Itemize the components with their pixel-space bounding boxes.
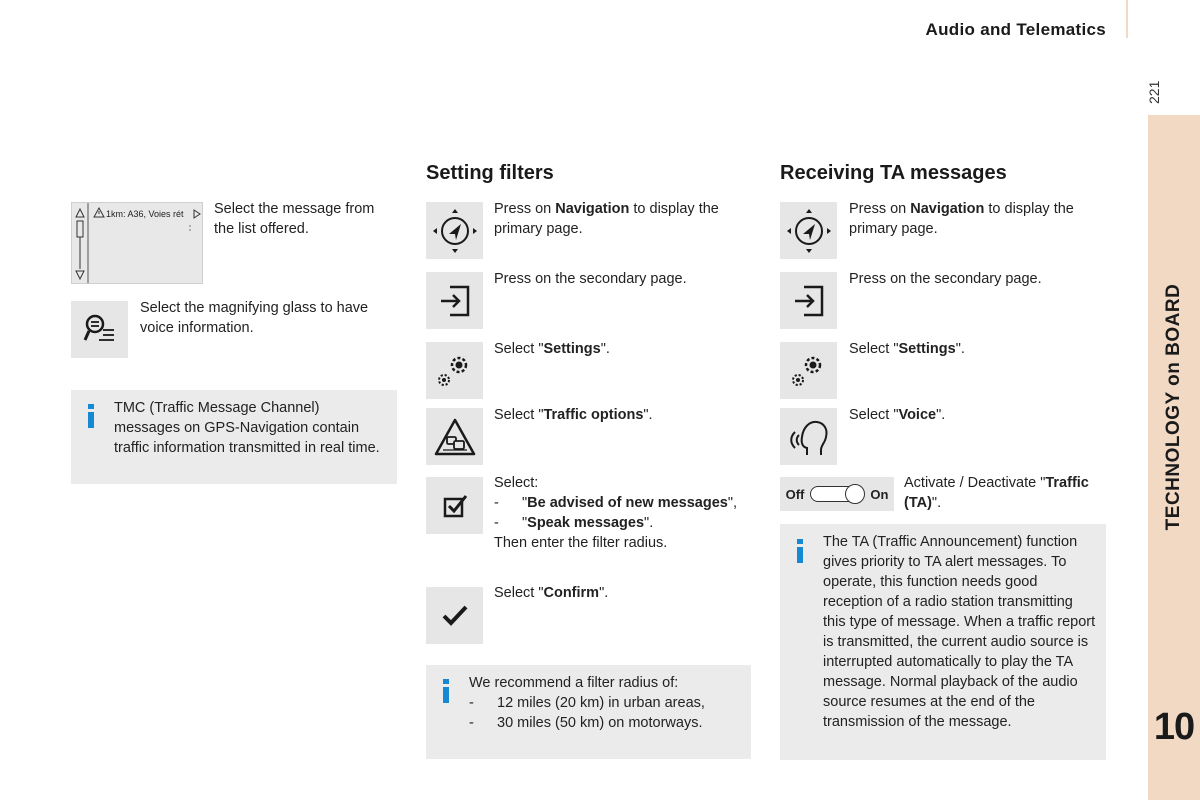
- list-item-text: [522, 493, 737, 513]
- ta-info-text: The TA (Traffic Announcement) function gives priority to TA alert messages. To operate, this function needs good reception of a radio station transmitting this type of message. When a traffic report is transmitted, the current audio source is interrupted automatically to play the TA message. Normal playback of the audio source resumes at the end of the transmission of the message.: [823, 534, 1096, 730]
- traffic-list-screen: [71, 202, 203, 284]
- item-pre: ": [522, 495, 528, 511]
- ta-step-activate: [904, 473, 1109, 513]
- list-item-text: 12 miles (20 km) in urban areas,: [497, 695, 705, 711]
- settings-gears-icon: [787, 349, 831, 393]
- secondary-page-icon: [792, 284, 826, 318]
- list-dash: -: [469, 695, 474, 711]
- filters-step-select-options: [494, 473, 754, 553]
- settings-button[interactable]: [426, 342, 483, 399]
- page-section-title: Audio and Telematics: [925, 20, 1106, 39]
- ta-step-navigation: [849, 199, 1099, 239]
- step-text-post: ".: [600, 341, 610, 357]
- settings-button[interactable]: [780, 342, 837, 399]
- list-dash: -: [494, 515, 499, 531]
- step-text-bold: Navigation: [910, 201, 985, 217]
- traffic-options-button[interactable]: [426, 408, 483, 465]
- chapter-number: 10: [1153, 706, 1195, 748]
- item-post: ",: [727, 495, 738, 511]
- step-text-post: ".: [955, 341, 965, 357]
- select-intro: Select:: [494, 475, 539, 491]
- step-text-post: ".: [599, 585, 609, 601]
- setting-filters-heading: Setting filters: [426, 162, 554, 184]
- item-bold: Be advised of new messages: [527, 495, 728, 511]
- step-text-post: ".: [936, 407, 946, 423]
- tmc-info-text: TMC (Traffic Message Channel) messages on GPS-Navigation contain traffic information transmitted in real time.: [114, 400, 380, 456]
- toggle-on-label: On: [870, 486, 889, 502]
- toggle-knob: [845, 484, 865, 504]
- tmc-info-box: [71, 390, 397, 484]
- step-text-bold: Settings: [898, 341, 956, 357]
- receiving-ta-heading: Receiving TA messages: [780, 162, 1007, 184]
- ta-step-settings: [849, 339, 1099, 359]
- filter-radius-info-text: [469, 673, 744, 733]
- ta-info-box: [780, 524, 1106, 760]
- list-dash: -: [494, 495, 499, 511]
- step-text-post: ".: [643, 407, 653, 423]
- traffic-warning-icon: [433, 417, 477, 457]
- step-text-pre: Select ": [494, 407, 544, 423]
- confirm-button[interactable]: [426, 587, 483, 644]
- checkbox-button[interactable]: [426, 477, 483, 534]
- step-text-bold: Voice: [898, 407, 937, 423]
- step-text-pre: Press on: [494, 201, 556, 217]
- step-text-post: ".: [931, 495, 942, 511]
- secondary-page-button[interactable]: [426, 272, 483, 329]
- step-text-bold: Confirm: [543, 585, 600, 601]
- item-pre: ": [522, 515, 528, 531]
- step-text-pre: Press on: [849, 201, 911, 217]
- step-text-bold: Navigation: [555, 201, 630, 217]
- list-item-text: [522, 513, 653, 533]
- list-dash: -: [469, 715, 474, 731]
- page-number: 221: [1146, 80, 1162, 104]
- list-item: [469, 693, 744, 713]
- ta-step-secondary: Press on the secondary page.: [849, 271, 1042, 287]
- traffic-message-label: 1km: A36, Voies rét: [106, 209, 184, 219]
- ta-toggle[interactable]: [780, 477, 894, 511]
- item-bold: Speak messages: [527, 515, 645, 531]
- navigation-button[interactable]: [426, 202, 483, 259]
- filters-step-secondary: Press on the secondary page.: [494, 271, 687, 287]
- voice-head-icon: [787, 415, 831, 459]
- magnifier-list-icon: [83, 313, 117, 347]
- navigation-compass-icon: [429, 205, 481, 257]
- info-intro: We recommend a filter radius of:: [469, 675, 679, 691]
- secondary-page-icon: [438, 284, 472, 318]
- voice-button[interactable]: [780, 408, 837, 465]
- header-divider: [1126, 0, 1128, 38]
- select-message-text: Select the message from the list offered.: [214, 201, 375, 237]
- step-text-pre: Select ": [849, 341, 899, 357]
- toggle-off-label: Off: [785, 486, 805, 502]
- settings-gears-icon: [433, 349, 477, 393]
- step-text-bold: Traffic (TA): [904, 475, 1089, 511]
- checkbox-icon: [440, 491, 470, 521]
- ta-step-voice: [849, 405, 1099, 425]
- step-text-pre: Select ": [849, 407, 899, 423]
- item-post: ".: [644, 515, 654, 531]
- filters-step-settings: [494, 339, 744, 359]
- list-item: [469, 713, 744, 733]
- list-item: [494, 493, 754, 513]
- step-text-post: to display the primary page.: [494, 201, 719, 237]
- navigation-compass-icon: [783, 205, 835, 257]
- chapter-tab-label: [1148, 115, 1200, 695]
- chapter-label-text: TECHNOLOGY on BOARD: [1163, 283, 1184, 531]
- magnifier-list-button[interactable]: [71, 301, 128, 358]
- magnifier-instruction-text: Select the magnifying glass to have voice information.: [140, 300, 369, 336]
- select-outro: Then enter the filter radius.: [494, 535, 668, 551]
- filters-step-confirm: [494, 583, 744, 603]
- checkmark-icon: [441, 604, 469, 628]
- filter-radius-info-box: [426, 665, 751, 759]
- list-item-text: 30 miles (50 km) on motorways.: [497, 715, 703, 731]
- secondary-page-button[interactable]: [780, 272, 837, 329]
- navigation-button[interactable]: [780, 202, 837, 259]
- filters-step-traffic-options: [494, 405, 744, 425]
- step-text-bold: Traffic options: [543, 407, 644, 423]
- step-text-pre: Activate / Deactivate ": [904, 475, 1046, 491]
- step-text-bold: Settings: [543, 341, 601, 357]
- step-text-pre: Select ": [494, 585, 544, 601]
- step-text-pre: Select ": [494, 341, 544, 357]
- toggle-switch[interactable]: [810, 486, 864, 502]
- filters-step-navigation: [494, 199, 744, 239]
- step-text-post: to display the primary page.: [849, 201, 1074, 237]
- list-item: [494, 513, 754, 533]
